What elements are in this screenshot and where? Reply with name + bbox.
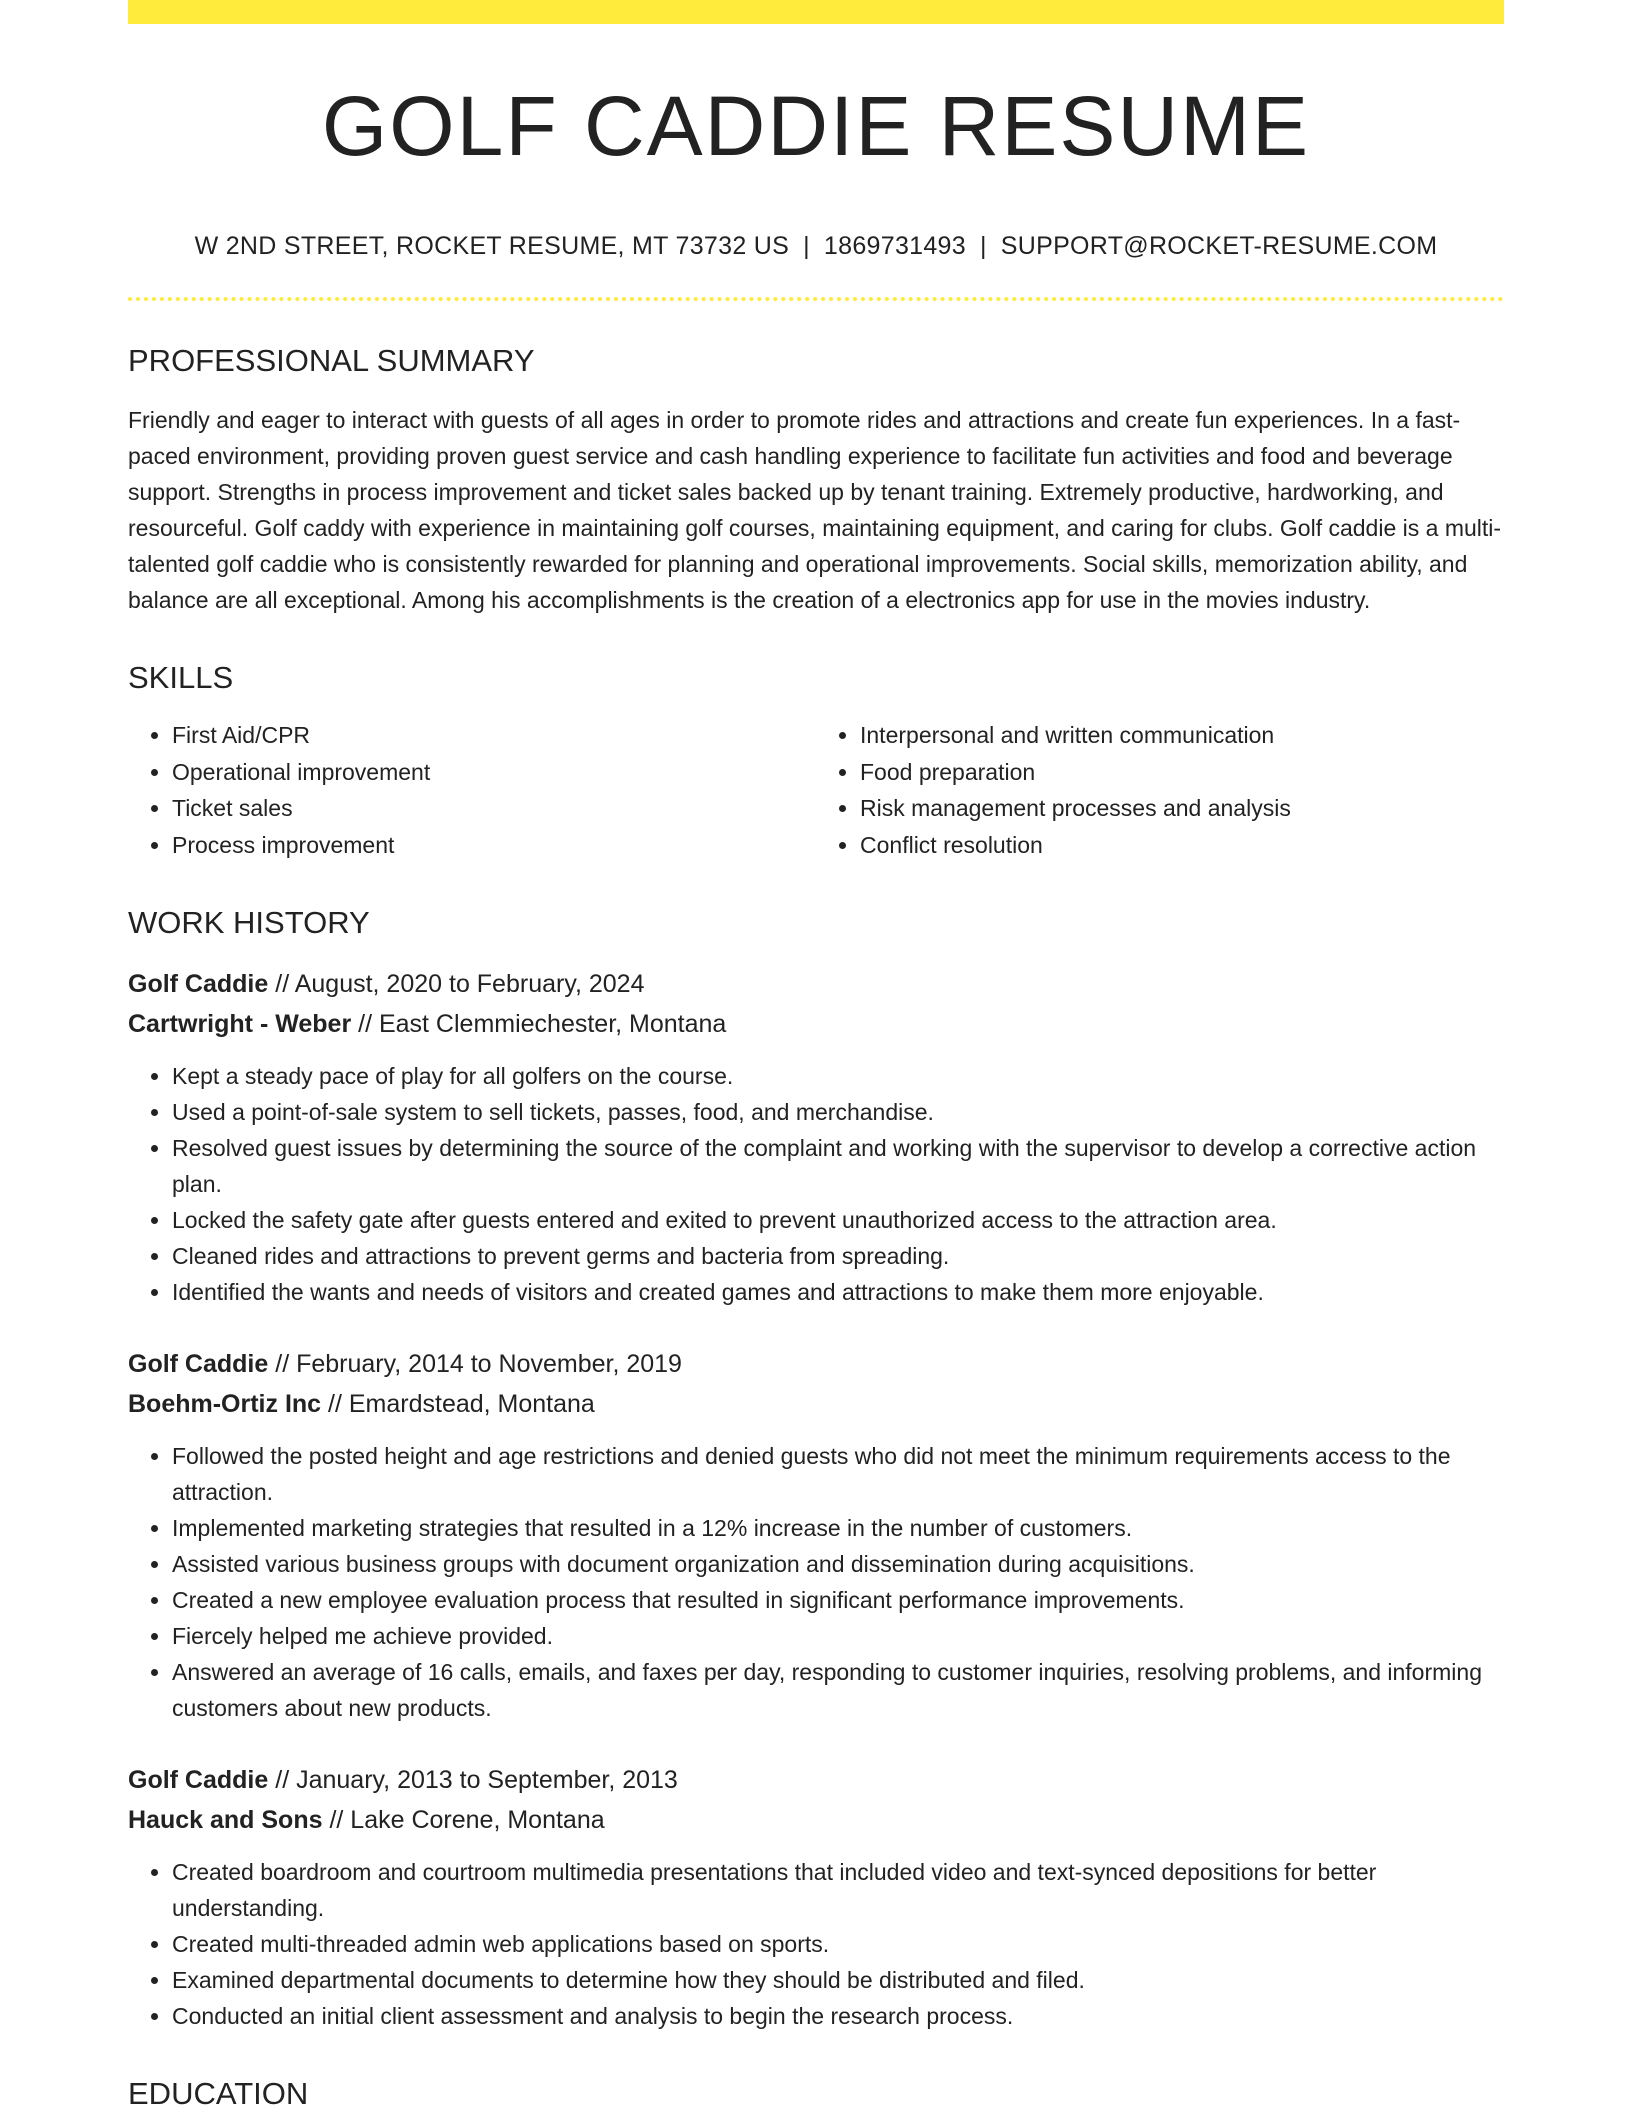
skill-item: • Ticket sales [172,790,816,827]
skill-item: • Interpersonal and written communication [860,717,1504,754]
resume-page [128,0,1504,2109]
job-bullet: • Cleaned rides and attractions to prevent germs and bacteria from spreading. [172,1238,1504,1274]
job-location: // Emardstead, Montana [328,1390,595,1418]
job-company-line [128,1800,1504,1840]
job-bullets [128,1854,1504,2034]
contact-phone[interactable]: 1869731493 [823,232,966,260]
section-heading-skills: SKILLS [128,660,234,695]
job-bullet: • Kept a steady pace of play for all golfers on the course. [172,1058,1504,1094]
contact-separator: | [979,232,987,260]
job-company: Boehm-Ortiz Inc [128,1390,322,1418]
contact-address: W 2ND STREET, ROCKET RESUME, MT 73732 US [194,232,790,260]
section-heading-education: EDUCATION [128,2076,309,2111]
job-bullet: • Followed the posted height and age restrictions and denied guests who did not meet the minimum requirements access to the attraction. [172,1438,1504,1510]
job-company-line [128,1004,1504,1044]
job-bullet: • Identified the wants and needs of visitors and created games and attractions to make them more enjoyable. [172,1274,1504,1310]
job-dates: // January, 2013 to September, 2013 [275,1766,678,1794]
job-company: Hauck and Sons [128,1806,323,1834]
summary-text: Friendly and eager to interact with guests of all ages in order to promote rides and attractions and create fun experiences. In a fast-paced environment, providing proven guest service and cash handling experience to facilitate fun activities and food and beverage support. Strengths in process improvement and ticket sales backed up by tenant training. Extremely productive, hardworking, and resourceful. Golf caddy with experience in maintaining golf courses, maintaining equipment, and caring for clubs. Golf caddie is a multi-talented golf caddie who is consistently rewarded for planning and operational improvements. Social skills, memorization ability, and balance are all exceptional. Among his accomplishments is the creation of a electronics app for use in the movies industry. [128,407,1502,613]
job-bullet: • Locked the safety gate after guests entered and exited to prevent unauthorized access to the attraction area. [172,1202,1504,1238]
job-bullet: • Examined departmental documents to determine how they should be distributed and filed. [172,1962,1504,1998]
job-bullet: • Conducted an initial client assessment and analysis to begin the research process. [172,1998,1504,2034]
job-bullets [128,1058,1504,1310]
dotted-divider [128,297,1504,301]
job-title: Golf Caddie [128,970,269,998]
skill-item: • First Aid/CPR [172,717,816,754]
job-bullet: • Created a new employee evaluation process that resulted in significant performance improvements. [172,1582,1504,1618]
job-dates: // February, 2014 to November, 2019 [275,1350,682,1378]
job-bullet: • Created multi-threaded admin web applications based on sports. [172,1926,1504,1962]
section-heading-summary: PROFESSIONAL SUMMARY [128,343,535,378]
skill-item: • Food preparation [860,754,1504,791]
skills-column-left [128,717,816,863]
contact-email[interactable]: SUPPORT@ROCKET-RESUME.COM [1000,232,1438,260]
job-dates: // August, 2020 to February, 2024 [275,970,645,998]
job-title: Golf Caddie [128,1350,269,1378]
contact-line [128,234,1504,259]
job-bullet: • Resolved guest issues by determining the source of the complaint and working with the supervisor to develop a corrective action plan. [172,1130,1504,1202]
job-location: // East Clemmiechester, Montana [358,1010,727,1038]
job-company-line [128,1384,1504,1424]
section-heading-work-history: WORK HISTORY [128,905,370,940]
skill-item: • Process improvement [172,827,816,864]
job-bullet: • Fiercely helped me achieve provided. [172,1618,1504,1654]
job-bullet: • Assisted various business groups with document organization and dissemination during acquisitions. [172,1546,1504,1582]
job-entry [128,1760,1504,2034]
skills-column-right [816,717,1504,863]
skill-item: • Risk management processes and analysis [860,790,1504,827]
resume-title: GOLF CADDIE RESUME [321,79,1311,173]
job-bullet: • Used a point-of-sale system to sell tickets, passes, food, and merchandise. [172,1094,1504,1130]
job-bullet: • Created boardroom and courtroom multimedia presentations that included video and text-synced depositions for better understanding. [172,1854,1504,1926]
job-title-line [128,1344,1504,1384]
job-location: // Lake Corene, Montana [329,1806,605,1834]
accent-top-bar [128,0,1504,24]
skills-list [128,717,1504,863]
job-bullet: • Answered an average of 16 calls, emails, and faxes per day, responding to customer inquiries, resolving problems, and informing customers about new products. [172,1654,1504,1726]
job-bullet: • Implemented marketing strategies that resulted in a 12% increase in the number of customers. [172,1510,1504,1546]
job-entry [128,964,1504,1310]
job-company: Cartwright - Weber [128,1010,352,1038]
job-title-line [128,1760,1504,1800]
job-title-line [128,964,1504,1004]
contact-separator: | [803,232,810,260]
job-title: Golf Caddie [128,1766,269,1794]
skill-item: • Conflict resolution [860,827,1504,864]
job-bullets [128,1438,1504,1726]
skill-item: • Operational improvement [172,754,816,791]
job-entry [128,1344,1504,1726]
